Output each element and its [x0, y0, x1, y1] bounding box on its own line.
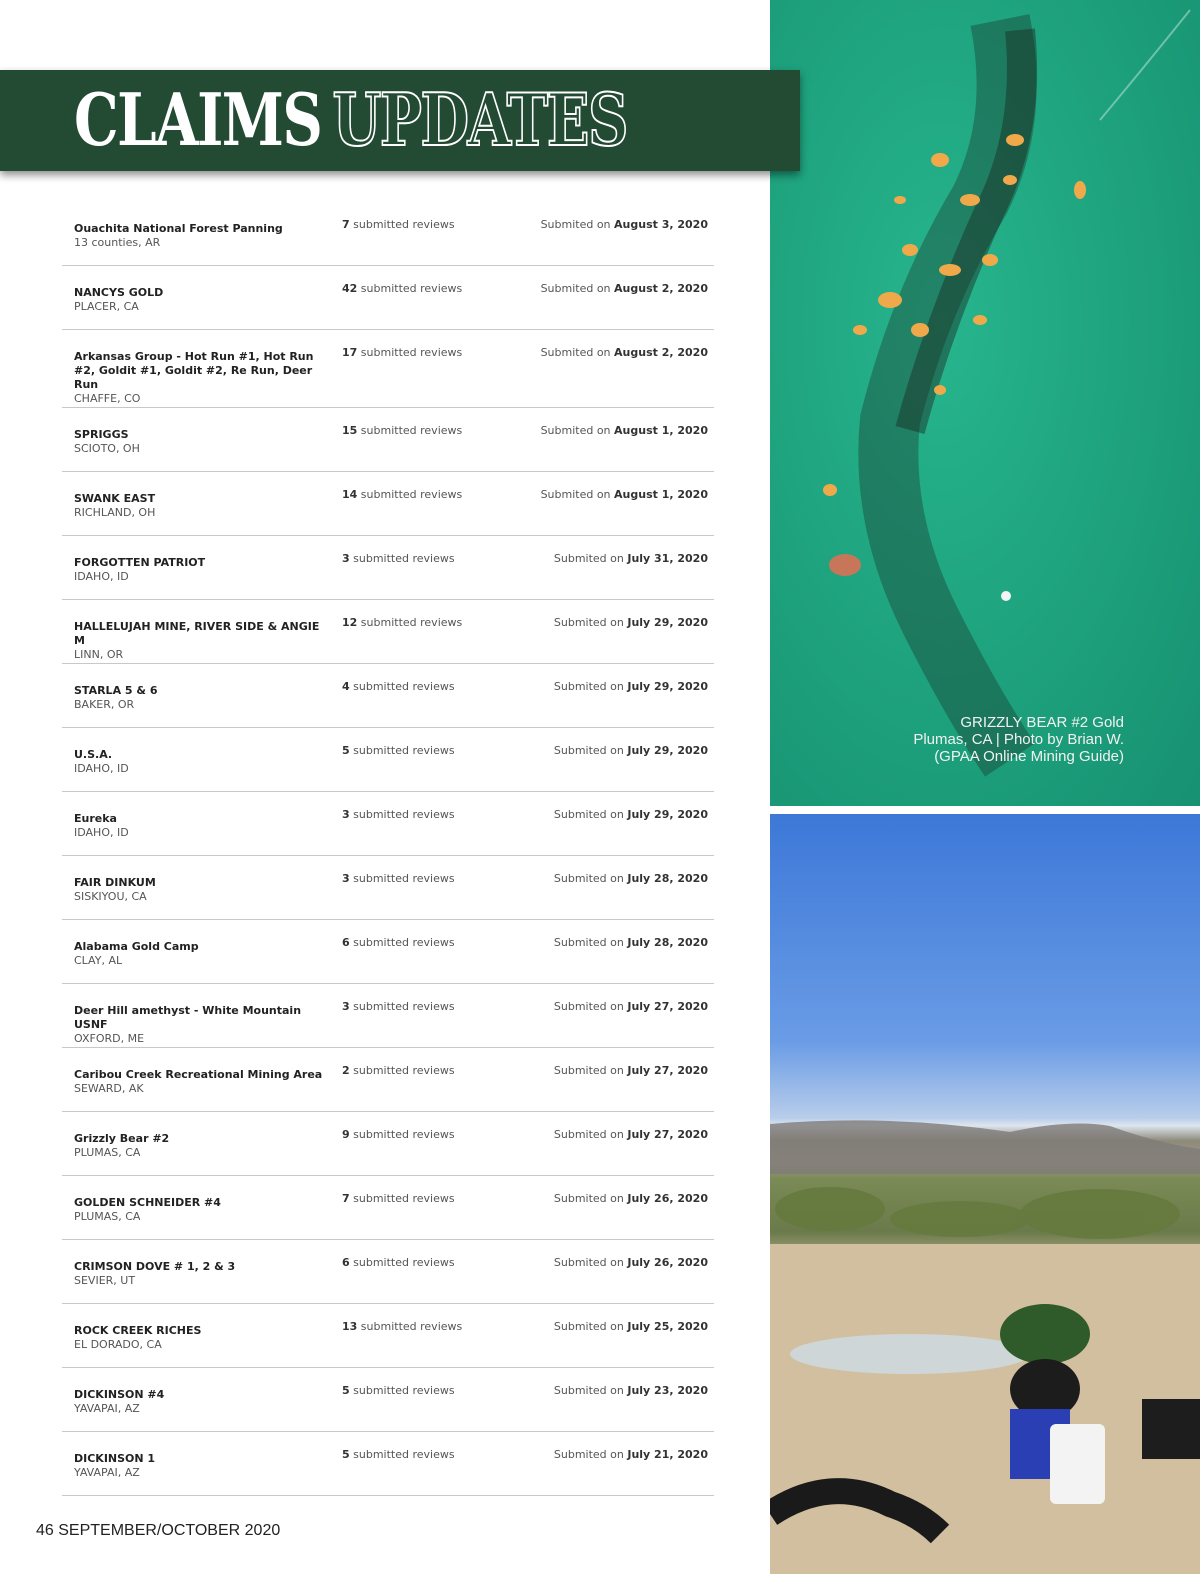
- date-value: July 26, 2020: [627, 1192, 708, 1205]
- claim-name: DICKINSON 1: [74, 1452, 156, 1465]
- claim-info: [74, 1324, 334, 1352]
- claim-location: IDAHO, ID: [74, 570, 129, 583]
- claim-row: [62, 536, 714, 600]
- claim-info: [74, 286, 334, 314]
- date-prefix: Submited on: [553, 680, 628, 693]
- date-value: July 29, 2020: [627, 680, 708, 693]
- review-count: 5: [342, 744, 350, 757]
- date-value: August 1, 2020: [614, 424, 708, 437]
- claim-info: [74, 940, 334, 968]
- claim-name: GOLDEN SCHNEIDER #4: [74, 1196, 221, 1209]
- claim-date: [554, 1000, 708, 1013]
- date-prefix: Submited on: [553, 872, 628, 885]
- claim-date: [554, 744, 708, 757]
- mining-site-photo: [770, 814, 1200, 1574]
- reviews-label: submitted reviews: [349, 1128, 455, 1141]
- claim-date: [554, 552, 708, 565]
- date-prefix: Submited on: [553, 616, 628, 629]
- claim-date: [554, 872, 708, 885]
- claim-name: SPRIGGS: [74, 428, 129, 441]
- claim-location: RICHLAND, OH: [74, 506, 156, 519]
- date-value: August 2, 2020: [614, 282, 708, 295]
- claim-row: [62, 408, 714, 472]
- claim-location: SCIOTO, OH: [74, 442, 140, 455]
- claim-name: SWANK EAST: [74, 492, 156, 505]
- claim-location: SEWARD, AK: [74, 1082, 144, 1095]
- claim-reviews: [342, 346, 462, 359]
- claim-row: [62, 664, 714, 728]
- date-prefix: Submited on: [553, 552, 628, 565]
- claim-info: [74, 1388, 334, 1416]
- claim-row: [62, 330, 714, 408]
- date-value: July 26, 2020: [627, 1256, 708, 1269]
- claim-location: EL DORADO, CA: [74, 1338, 162, 1351]
- review-count: 7: [342, 218, 350, 231]
- claim-location: SEVIER, UT: [74, 1274, 136, 1287]
- caption-line-2: Plumas, CA | Photo by Brian W.: [913, 731, 1124, 748]
- date-prefix: Submited on: [540, 282, 615, 295]
- reviews-label: submitted reviews: [349, 1256, 455, 1269]
- claim-reviews: [342, 1128, 455, 1141]
- reviews-label: submitted reviews: [349, 1384, 455, 1397]
- review-count: 13: [342, 1320, 358, 1333]
- claim-info: [74, 748, 334, 776]
- date-value: July 25, 2020: [627, 1320, 708, 1333]
- claim-reviews: [342, 1064, 455, 1077]
- claim-location: CHAFFE, CO: [74, 392, 141, 405]
- reviews-label: submitted reviews: [349, 1448, 455, 1461]
- claim-date: [554, 680, 708, 693]
- claim-row: [62, 202, 714, 266]
- date-prefix: Submited on: [553, 936, 628, 949]
- review-count: 3: [342, 872, 350, 885]
- claim-reviews: [342, 1256, 455, 1269]
- date-prefix: Submited on: [553, 744, 628, 757]
- reviews-label: submitted reviews: [349, 552, 455, 565]
- date-prefix: Submited on: [540, 218, 615, 231]
- claim-name: Grizzly Bear #2: [74, 1132, 170, 1145]
- reviews-label: submitted reviews: [349, 872, 455, 885]
- date-value: July 29, 2020: [627, 808, 708, 821]
- claim-date: [554, 1384, 708, 1397]
- date-prefix: Submited on: [553, 1192, 628, 1205]
- reviews-label: submitted reviews: [349, 680, 455, 693]
- claim-info: [74, 1452, 334, 1480]
- claim-info: [74, 1004, 334, 1046]
- claim-info: [74, 620, 334, 662]
- reviews-label: submitted reviews: [349, 218, 455, 231]
- caption-line-1: GRIZZLY BEAR #2 Gold: [960, 714, 1124, 731]
- header-banner: [0, 70, 800, 171]
- reviews-label: submitted reviews: [349, 808, 455, 821]
- reviews-label: submitted reviews: [349, 744, 455, 757]
- claim-name: U.S.A.: [74, 748, 113, 761]
- review-count: 12: [342, 616, 358, 629]
- claim-date: [554, 936, 708, 949]
- claim-info: [74, 350, 334, 406]
- claim-info: [74, 492, 334, 520]
- date-value: August 1, 2020: [614, 488, 708, 501]
- date-prefix: Submited on: [553, 1256, 628, 1269]
- claim-info: [74, 1132, 334, 1160]
- claim-row: [62, 1368, 714, 1432]
- reviews-label: submitted reviews: [357, 616, 463, 629]
- claim-location: CLAY, AL: [74, 954, 123, 967]
- title-word-updates: UPDATES: [332, 77, 627, 162]
- date-prefix: Submited on: [553, 1448, 628, 1461]
- reviews-label: submitted reviews: [357, 424, 463, 437]
- title-word-claims: CLAIMS: [74, 77, 322, 162]
- review-count: 9: [342, 1128, 350, 1141]
- claim-info: [74, 1068, 334, 1096]
- claim-row: [62, 266, 714, 330]
- gold-pan-photo: [770, 0, 1200, 806]
- claim-row: [62, 472, 714, 536]
- claim-row: [62, 920, 714, 984]
- claim-name: Ouachita National Forest Panning: [74, 222, 283, 235]
- claim-reviews: [342, 1320, 462, 1333]
- date-value: July 28, 2020: [627, 936, 708, 949]
- claim-location: OXFORD, ME: [74, 1032, 145, 1045]
- reviews-label: submitted reviews: [349, 1000, 455, 1013]
- claim-name: FORGOTTEN PATRIOT: [74, 556, 206, 569]
- claim-location: IDAHO, ID: [74, 762, 129, 775]
- claim-reviews: [342, 1448, 455, 1461]
- date-prefix: Submited on: [553, 1128, 628, 1141]
- claim-name: DICKINSON #4: [74, 1388, 165, 1401]
- reviews-label: submitted reviews: [349, 1192, 455, 1205]
- claim-name: Eureka: [74, 812, 117, 825]
- claim-date: [554, 1448, 708, 1461]
- claim-name: Caribou Creek Recreational Mining Area: [74, 1068, 323, 1081]
- review-count: 6: [342, 1256, 350, 1269]
- claim-location: SISKIYOU, CA: [74, 890, 147, 903]
- claim-name: HALLELUJAH MINE, RIVER SIDE & ANGIE M: [74, 620, 320, 647]
- claim-row: [62, 1432, 714, 1496]
- claim-reviews: [342, 808, 455, 821]
- reviews-label: submitted reviews: [357, 488, 463, 501]
- reviews-label: submitted reviews: [349, 936, 455, 949]
- claim-reviews: [342, 744, 455, 757]
- claim-date: [554, 1128, 708, 1141]
- reviews-label: submitted reviews: [357, 1320, 463, 1333]
- desert-landscape-illustration: [770, 814, 1200, 1574]
- claim-row: [62, 1304, 714, 1368]
- review-count: 15: [342, 424, 358, 437]
- claim-reviews: [342, 1000, 455, 1013]
- claims-list: [62, 202, 714, 1496]
- claim-info: [74, 876, 334, 904]
- date-value: August 3, 2020: [614, 218, 708, 231]
- claim-reviews: [342, 282, 462, 295]
- review-count: 4: [342, 680, 350, 693]
- date-value: July 29, 2020: [627, 616, 708, 629]
- claim-date: [554, 1256, 708, 1269]
- claim-info: [74, 556, 334, 584]
- gold-flakes-illustration: [770, 0, 1200, 806]
- page-footer: 46 SEPTEMBER/OCTOBER 2020: [36, 1522, 281, 1539]
- caption-line-3: (GPAA Online Mining Guide): [934, 748, 1124, 765]
- date-value: July 27, 2020: [627, 1128, 708, 1141]
- claim-location: YAVAPAI, AZ: [74, 1402, 140, 1415]
- review-count: 6: [342, 936, 350, 949]
- claim-name: Arkansas Group - Hot Run #1, Hot Run #2, Goldit #1, Goldit #2, Re Run, Deer Run: [74, 350, 314, 391]
- claim-date: [541, 488, 708, 501]
- claim-date: [541, 218, 708, 231]
- review-count: 17: [342, 346, 358, 359]
- claim-location: PLUMAS, CA: [74, 1210, 141, 1223]
- claim-location: YAVAPAI, AZ: [74, 1466, 140, 1479]
- reviews-label: submitted reviews: [357, 346, 463, 359]
- date-value: August 2, 2020: [614, 346, 708, 359]
- claim-row: [62, 600, 714, 664]
- review-count: 3: [342, 552, 350, 565]
- claim-name: FAIR DINKUM: [74, 876, 156, 889]
- claim-date: [541, 424, 708, 437]
- date-value: July 21, 2020: [627, 1448, 708, 1461]
- claim-reviews: [342, 1192, 455, 1205]
- date-prefix: Submited on: [553, 1000, 628, 1013]
- reviews-label: submitted reviews: [349, 1064, 455, 1077]
- claim-reviews: [342, 616, 462, 629]
- date-value: July 23, 2020: [627, 1384, 708, 1397]
- reviews-label: submitted reviews: [357, 282, 463, 295]
- date-value: July 27, 2020: [627, 1000, 708, 1013]
- photo-column: [770, 0, 1200, 1574]
- claim-name: STARLA 5 & 6: [74, 684, 158, 697]
- claim-info: [74, 1196, 334, 1224]
- claim-location: 13 counties, AR: [74, 236, 161, 249]
- date-prefix: Submited on: [553, 1320, 628, 1333]
- claim-name: NANCYS GOLD: [74, 286, 164, 299]
- claim-location: PLUMAS, CA: [74, 1146, 141, 1159]
- claim-location: PLACER, CA: [74, 300, 139, 313]
- date-prefix: Submited on: [540, 488, 615, 501]
- review-count: 5: [342, 1448, 350, 1461]
- claim-row: [62, 856, 714, 920]
- claim-reviews: [342, 424, 462, 437]
- claim-row: [62, 984, 714, 1048]
- claim-date: [554, 1192, 708, 1205]
- claim-info: [74, 428, 334, 456]
- claim-date: [541, 346, 708, 359]
- claim-info: [74, 684, 334, 712]
- claim-row: [62, 1240, 714, 1304]
- claim-info: [74, 1260, 334, 1288]
- page-title: [74, 77, 627, 162]
- claim-row: [62, 728, 714, 792]
- review-count: 5: [342, 1384, 350, 1397]
- date-value: July 29, 2020: [627, 744, 708, 757]
- claim-reviews: [342, 218, 455, 231]
- claim-name: ROCK CREEK RICHES: [74, 1324, 202, 1337]
- claim-location: LINN, OR: [74, 648, 124, 661]
- claim-reviews: [342, 680, 455, 693]
- date-prefix: Submited on: [553, 808, 628, 821]
- claim-date: [554, 808, 708, 821]
- claim-reviews: [342, 552, 455, 565]
- claim-row: [62, 1176, 714, 1240]
- photo-caption: [913, 714, 1124, 765]
- claim-reviews: [342, 1384, 455, 1397]
- review-count: 42: [342, 282, 358, 295]
- date-prefix: Submited on: [540, 424, 615, 437]
- review-count: 7: [342, 1192, 350, 1205]
- date-prefix: Submited on: [553, 1384, 628, 1397]
- claim-reviews: [342, 936, 455, 949]
- claim-date: [554, 1320, 708, 1333]
- claim-name: CRIMSON DOVE # 1, 2 & 3: [74, 1260, 236, 1273]
- date-value: July 28, 2020: [627, 872, 708, 885]
- review-count: 2: [342, 1064, 350, 1077]
- date-prefix: Submited on: [540, 346, 615, 359]
- claim-reviews: [342, 872, 455, 885]
- claim-row: [62, 1112, 714, 1176]
- claim-date: [554, 616, 708, 629]
- date-value: July 31, 2020: [627, 552, 708, 565]
- claim-name: Deer Hill amethyst - White Mountain USNF: [74, 1004, 302, 1031]
- claim-info: [74, 222, 334, 250]
- review-count: 14: [342, 488, 358, 501]
- date-prefix: Submited on: [553, 1064, 628, 1077]
- claim-row: [62, 1048, 714, 1112]
- claim-name: Alabama Gold Camp: [74, 940, 199, 953]
- claim-row: [62, 792, 714, 856]
- claim-reviews: [342, 488, 462, 501]
- claim-info: [74, 812, 334, 840]
- review-count: 3: [342, 808, 350, 821]
- review-count: 3: [342, 1000, 350, 1013]
- claim-location: BAKER, OR: [74, 698, 135, 711]
- claim-date: [554, 1064, 708, 1077]
- claim-date: [541, 282, 708, 295]
- date-value: July 27, 2020: [627, 1064, 708, 1077]
- claim-location: IDAHO, ID: [74, 826, 129, 839]
